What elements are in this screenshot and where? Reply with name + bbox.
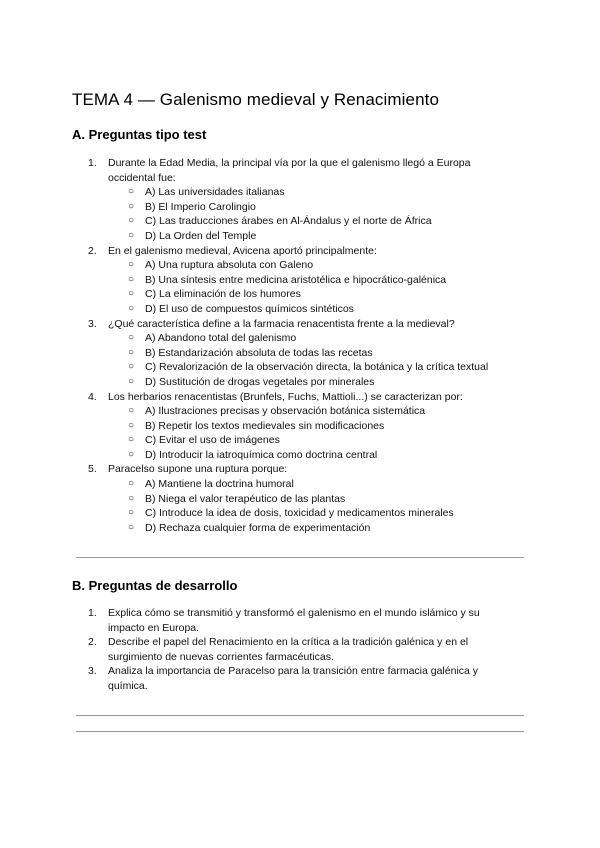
list-item — [108, 214, 518, 229]
test-question — [88, 462, 518, 535]
option-text: C) La eliminación de los humores — [145, 288, 301, 301]
bullet-icon: ○ — [128, 492, 135, 504]
option-text: B) Repetir los textos medievales sin modificaciones — [145, 419, 385, 432]
essay-question — [88, 635, 518, 664]
options-list — [108, 185, 518, 243]
bullet-icon: ○ — [128, 521, 135, 533]
option-text: A) Abandono total del galenismo — [145, 332, 297, 345]
question-text: Describe el papel del Renacimiento en la crítica a la tradición galénica y en el surgimiento de nuevas corrientes farmacéuticas. — [108, 636, 469, 663]
question-text: ¿Qué característica define a la farmacia renacentista frente a la medieval? — [108, 317, 455, 330]
page-title: TEMA 4 — Galenismo medieval y Renacimiento — [72, 90, 440, 109]
bullet-icon: ○ — [128, 332, 135, 344]
options-list — [108, 331, 518, 389]
horizontal-rule — [76, 731, 524, 732]
bullet-icon: ○ — [128, 215, 135, 227]
bullet-icon: ○ — [128, 259, 135, 271]
list-item — [108, 200, 518, 215]
question-number: 4. — [88, 390, 97, 403]
horizontal-rule — [76, 557, 524, 558]
options-list — [108, 404, 518, 462]
list-item — [108, 302, 518, 317]
test-question — [88, 156, 518, 244]
test-question — [88, 390, 518, 463]
essay-question — [88, 606, 518, 635]
bullet-icon: ○ — [128, 434, 135, 446]
test-question — [88, 244, 518, 317]
list-item — [108, 185, 518, 200]
list-item — [108, 521, 518, 536]
essay-question — [88, 664, 518, 693]
list-item — [108, 258, 518, 273]
question-text: Los herbarios renacentistas (Brunfels, Fuchs, Mattioli...) se caracterizan por: — [108, 390, 463, 403]
option-text: C) Introduce la idea de dosis, toxicidad y medicamentos minerales — [145, 507, 454, 520]
bullet-icon: ○ — [128, 361, 135, 373]
bullet-icon: ○ — [128, 273, 135, 285]
bullet-icon: ○ — [128, 346, 135, 358]
option-text: B) El Imperio Carolingio — [145, 200, 256, 213]
bullet-icon: ○ — [128, 507, 135, 519]
question-number: 1. — [88, 607, 97, 619]
list-item — [108, 273, 518, 288]
option-text: D) Rechaza cualquier forma de experimentación — [145, 521, 371, 534]
option-text: C) Evitar el uso de imágenes — [145, 434, 280, 447]
option-text: B) Una síntesis entre medicina aristotélica e hipocrático-galénica — [145, 273, 447, 286]
bullet-icon: ○ — [128, 186, 135, 198]
list-item — [108, 477, 518, 492]
list-item — [108, 229, 518, 244]
option-text: C) Las traducciones árabes en Al-Ándalus y el norte de África — [145, 215, 432, 228]
essay-questions-list — [88, 606, 518, 694]
option-text: D) El uso de compuestos químicos sintéticos — [145, 302, 354, 315]
section-b-heading: B. Preguntas de desarrollo — [72, 578, 238, 593]
option-text: A) Las universidades italianas — [145, 186, 285, 199]
question-text: Durante la Edad Media, la principal vía por la que el galenismo llegó a Europa occidental fue: — [108, 157, 471, 184]
question-text: Analiza la importancia de Paracelso para la transición entre farmacia galénica y química. — [108, 665, 479, 692]
test-question — [88, 317, 518, 390]
question-text: Paracelso supone una ruptura porque: — [108, 463, 288, 476]
list-item — [108, 419, 518, 434]
option-text: D) La Orden del Temple — [145, 229, 257, 242]
section-a-heading: A. Preguntas tipo test — [72, 127, 207, 142]
list-item — [108, 404, 518, 419]
options-list — [108, 258, 518, 316]
question-number: 3. — [88, 665, 97, 678]
option-text: C) Revalorización de la observación directa, la botánica y la crítica textual — [145, 361, 489, 374]
list-item — [108, 433, 518, 448]
bullet-icon: ○ — [128, 405, 135, 417]
list-item — [108, 331, 518, 346]
bullet-icon: ○ — [128, 200, 135, 212]
question-number: 2. — [88, 244, 97, 257]
question-number: 3. — [88, 317, 97, 330]
bullet-icon: ○ — [128, 478, 135, 490]
question-number: 2. — [88, 636, 97, 649]
option-text: D) Sustitución de drogas vegetales por minerales — [145, 375, 375, 388]
list-item — [108, 287, 518, 302]
option-text: A) Una ruptura absoluta con Galeno — [145, 259, 314, 272]
question-text: En el galenismo medieval, Avicena aportó principalmente: — [108, 244, 377, 257]
option-text: A) Ilustraciones precisas y observación botánica sistemática — [145, 405, 426, 418]
question-number: 5. — [88, 463, 97, 476]
bullet-icon: ○ — [128, 288, 135, 300]
option-text: B) Estandarización absoluta de todas las recetas — [145, 346, 373, 359]
list-item — [108, 360, 518, 375]
bullet-icon: ○ — [128, 302, 135, 314]
option-text: A) Mantiene la doctrina humoral — [145, 478, 294, 491]
horizontal-rule — [76, 715, 524, 716]
bullet-icon: ○ — [128, 448, 135, 460]
options-list — [108, 477, 518, 535]
list-item — [108, 375, 518, 390]
bullet-icon: ○ — [128, 375, 135, 387]
option-text: D) Introducir la iatroquímica como doctrina central — [145, 448, 378, 461]
question-text: Explica cómo se transmitió y transformó el galenismo en el mundo islámico y su impacto en Europa. — [108, 607, 480, 634]
bullet-icon: ○ — [128, 419, 135, 431]
list-item — [108, 506, 518, 521]
test-questions-list — [88, 156, 518, 535]
list-item — [108, 346, 518, 361]
list-item — [108, 492, 518, 507]
bullet-icon: ○ — [128, 229, 135, 241]
question-number: 1. — [88, 157, 97, 169]
option-text: B) Niega el valor terapéutico de las plantas — [145, 492, 346, 505]
list-item — [108, 448, 518, 463]
